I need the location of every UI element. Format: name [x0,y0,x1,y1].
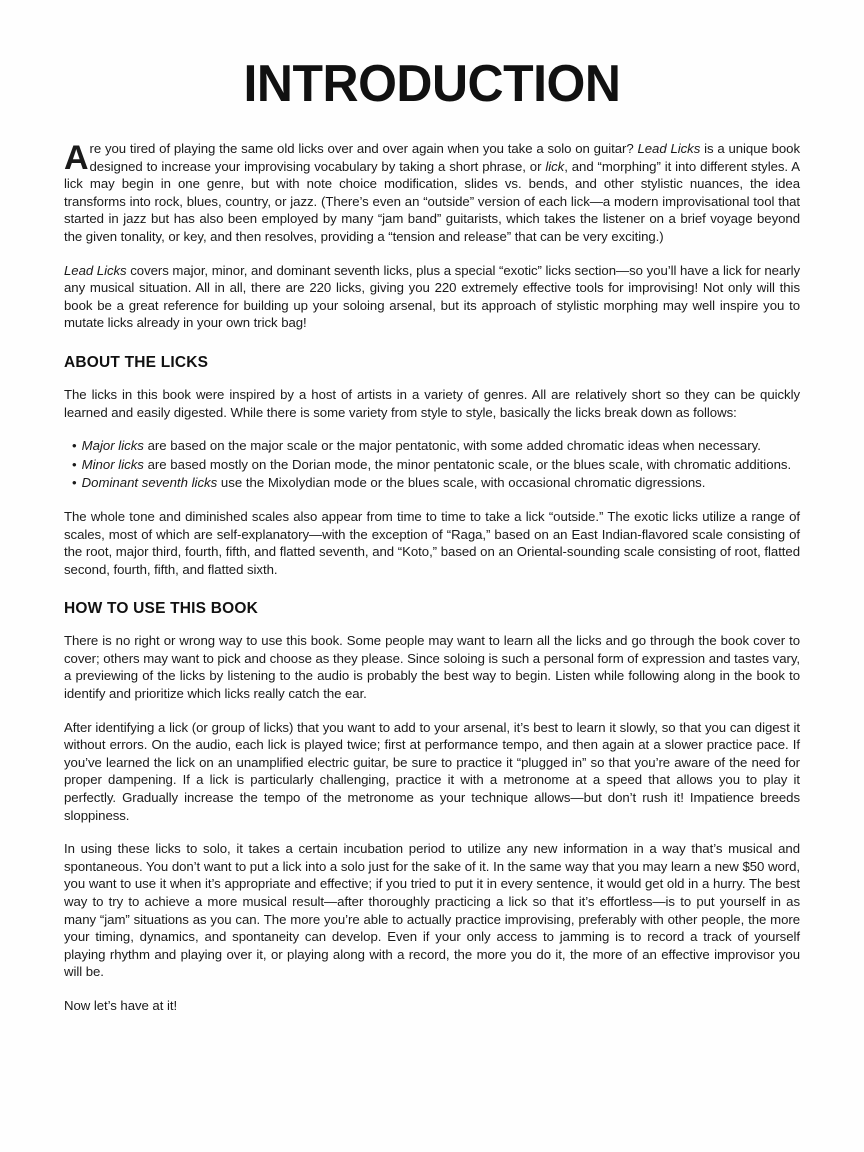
bullet-icon: • [72,456,77,472]
bullet-1-italic: Minor licks [81,456,144,472]
intro-p2-rest: covers major, minor, and dominant seventh licks, plus a special “exotic” licks section—so you’ll have a lick for nearly any musical situation. All in all, there are 220 licks, giving you 220 extremely effective tools for improvising! Not only will this book be a great reference for building up your soloing arsenal, but its approach of stylistic morphing may well inspire you to mutate licks already in your own trick bag! [64,262,801,331]
intro-p1-part1: re you tired of playing the same old licks over and over again when you take a solo on guitar? [89,141,638,156]
howto-paragraph-2: After identifying a lick (or group of licks) that you want to add to your arsenal, it’s best to learn it slowly, so that you can digest it without errors. On the audio, each lick is played twice; first at performance tempo, and then again at a slower practice pace. If you’ve learned the lick on an unamplified electric guitar, be sure to practice it “plugged in” so that you’re aware of the need for proper dampening. If a lick is particularly challenging, practice it with a metronome at a speed that allows you to play it perfectly. Gradually increase the tempo of the metronome as your technique allows—but don’t rush it! Impatience breeds sloppiness. [64,719,800,823]
intro-p1-italic-lick: lick [545,158,565,174]
bullet-icon: • [72,438,77,454]
intro-p1-part3: , and “morphing” it into different styles. A lick may begin in one genre, but with note choice modification, slides vs. bends, and other stylistic nuances, the idea transforms into rock, blues, country, or jazz. (There’s even an “outside” version of each lick—a modern improvisational tool that started in jazz but has also been employed by many “jam band” guitarists, which takes the listener on a brief voyage beyond the given tonality, or key, and then resolves, providing a “tension and release” that can be very exciting.) [64,158,800,244]
bullet-2-rest: use the Mixolydian mode or the blues scale, with occasional chromatic digressions. [217,475,706,491]
bullet-0-italic: Major licks [81,438,144,454]
bullet-1-rest: are based mostly on the Dorian mode, the minor pentatonic scale, or the blues scale, with chromatic additions. [143,456,792,472]
section-heading-how-to-use-this-book: HOW TO USE THIS BOOK [64,600,259,618]
closing-line: Now let’s have at it! [64,997,178,1013]
bullet-2-italic: Dominant seventh licks [81,475,218,491]
about-paragraph-2: The whole tone and diminished scales also appear from time to time to take a lick “outside.” The exotic licks utilize a range of scales, most of which are self-explanatory—with the exception of “Raga,” based on an East Indian-flavored scale consisting of the root, major third, fourth, fifth, and flatted seventh, and “Koto,” based on an Oriental-sounding scale consisting of root, flatted second, fourth, fifth, and flatted sixth. [64,508,800,577]
bullet-0-rest: are based on the major scale or the major pentatonic, with some added chromatic ideas when necessary. [143,438,761,454]
drop-cap: A [64,139,89,177]
page-title: INTRODUCTION [243,55,621,113]
howto-paragraph-1: There is no right or wrong way to use this book. Some people may want to learn all the licks and go through the book cover to cover; others may want to pick and choose as they please. Since soloing is such a personal form of expression and tastes vary, a previewing of the licks by listening to the audio is probably the best way to begin. Listen while following along in the book to identify and prioritize which licks really catch the ear. [64,633,801,702]
section-heading-about-the-licks: ABOUT THE LICKS [64,353,209,371]
intro-p1-part2: is a unique book designed to increase your improvising vocabulary by taking a short phrase, or [89,141,800,174]
list-item [64,474,800,492]
bullet-icon: • [72,475,77,491]
intro-paragraph-2 [64,262,800,332]
about-paragraph-1: The licks in this book were inspired by a host of artists in a variety of genres. All are relatively short so they can be quickly learned and easily digested. While there is some variety from style to style, basically the licks break down as follows: [64,386,800,420]
intro-paragraph-1 [64,140,800,246]
list-item [64,456,800,474]
intro-p1-italic-title: Lead Licks [637,141,701,156]
licks-bullet-list [64,437,800,492]
intro-p2-italic-title: Lead Licks [64,262,127,278]
list-item [64,437,800,455]
howto-paragraph-3: In using these licks to solo, it takes a certain incubation period to utilize any new information in a way that’s musical and spontaneous. You don’t want to put a lick into a solo just for the sake of it. In the same way that you may learn a new $50 word, you want to use it when it’s appropriate and effective; if you tried to put it in every sentence, it would get old in a hurry. The best way to try to achieve a more musical result—after thoroughly practicing a lick so that it’s effortless—is to put yourself in as many “jam” situations as you can. The more you’re able to actually practice improvising, preferably with other people, the more your timing, dynamics, and spontaneity can develop. Even if your only access to jamming is to record a track of yourself playing rhythm and playing over it, or playing along with a record, the more you do it, the more of an effective improvisor you will be. [64,841,800,980]
